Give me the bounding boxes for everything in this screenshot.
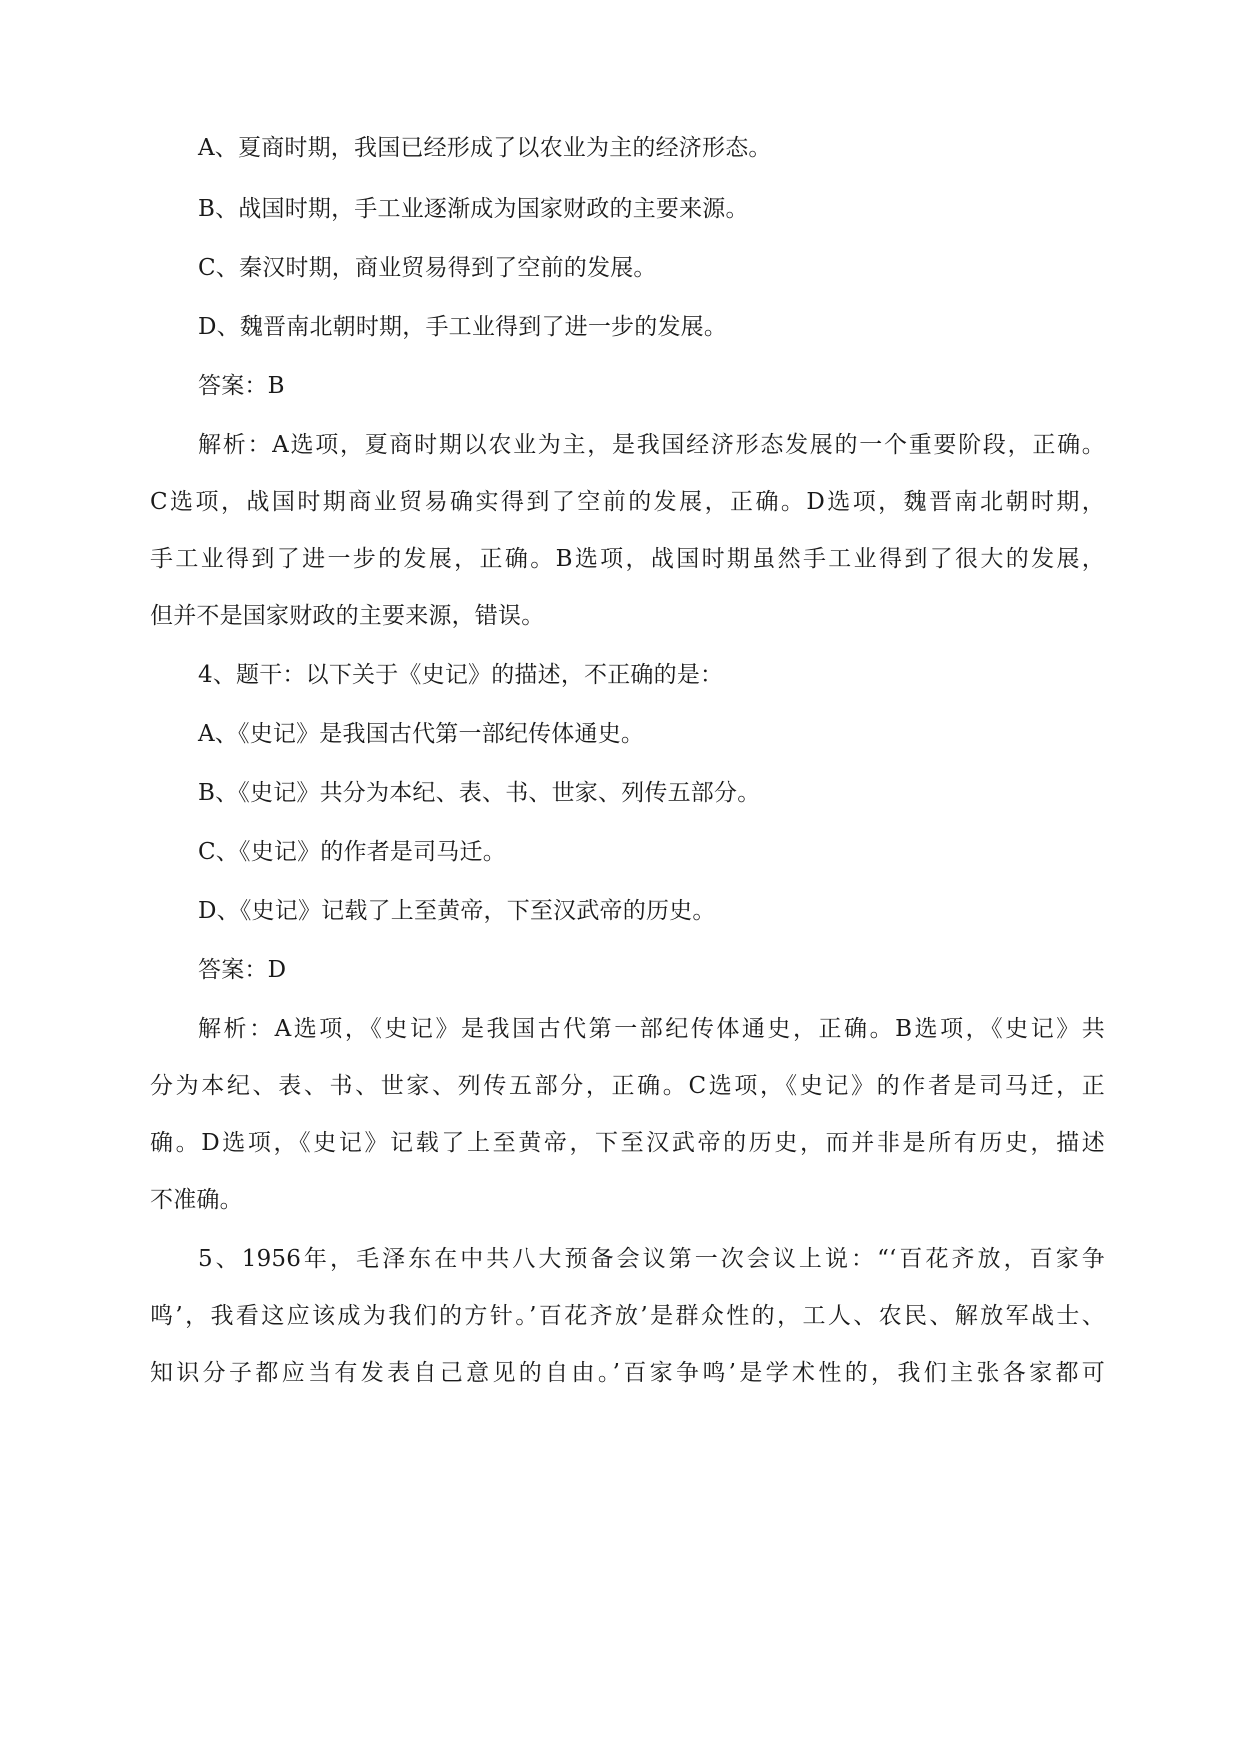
- q3-option-c: C、秦汉时期，商业贸易得到了空前的发展。: [198, 255, 657, 281]
- q3-option-b: B、战国时期，手工业逐渐成为国家财政的主要来源。: [198, 196, 749, 222]
- q4-option-b: B、《史记》共分为本纪、表、书、世家、列传五部分。: [198, 780, 761, 806]
- q4-analysis-line-3: 确。D选项，《史记》记载了上至黄帝，下至汉武帝的历史，而并非是所有历史，描述: [150, 1130, 1105, 1156]
- q3-answer: 答案：B: [198, 373, 285, 399]
- q5-stem-line-3: 知识分子都应当有发表自己意见的自由。’百家争鸣’是学术性的，我们主张各家都可: [150, 1360, 1105, 1386]
- q3-option-a: A、夏商时期，我国已经形成了以农业为主的经济形态。: [198, 135, 772, 161]
- q3-analysis-line-4: 但并不是国家财政的主要来源，错误。: [150, 603, 545, 629]
- q4-analysis-line-1: 解析：A选项，《史记》是我国古代第一部纪传体通史，正确。B选项，《史记》共: [198, 1016, 1105, 1042]
- q3-analysis-line-2: C选项，战国时期商业贸易确实得到了空前的发展，正确。D选项，魏晋南北朝时期，: [150, 489, 1105, 515]
- q4-stem: 4、题干：以下关于《史记》的描述，不正确的是：: [198, 662, 724, 688]
- q3-option-d: D、魏晋南北朝时期，手工业得到了进一步的发展。: [198, 314, 728, 340]
- q4-option-a: A、《史记》是我国古代第一部纪传体通史。: [198, 721, 645, 747]
- q5-stem-line-1: 5、1956年，毛泽东在中共八大预备会议第一次会议上说：“‘百花齐放，百家争: [198, 1246, 1105, 1272]
- q3-analysis-line-1: 解析：A选项，夏商时期以农业为主，是我国经济形态发展的一个重要阶段，正确。: [198, 432, 1105, 458]
- q4-option-c: C、《史记》的作者是司马迁。: [198, 839, 506, 865]
- q4-answer: 答案：D: [198, 957, 287, 983]
- q4-option-d: D、《史记》记载了上至黄帝，下至汉武帝的历史。: [198, 898, 716, 924]
- q4-analysis-line-2: 分为本纪、表、书、世家、列传五部分，正确。C选项，《史记》的作者是司马迁，正: [150, 1073, 1105, 1099]
- q3-analysis-line-3: 手工业得到了进一步的发展，正确。B选项，战国时期虽然手工业得到了很大的发展，: [150, 546, 1105, 572]
- q4-analysis-line-4: 不准确。: [150, 1187, 243, 1213]
- q5-stem-line-2: 鸣’，我看这应该成为我们的方针。’百花齐放’是群众性的，工人、农民、解放军战士、: [150, 1303, 1105, 1329]
